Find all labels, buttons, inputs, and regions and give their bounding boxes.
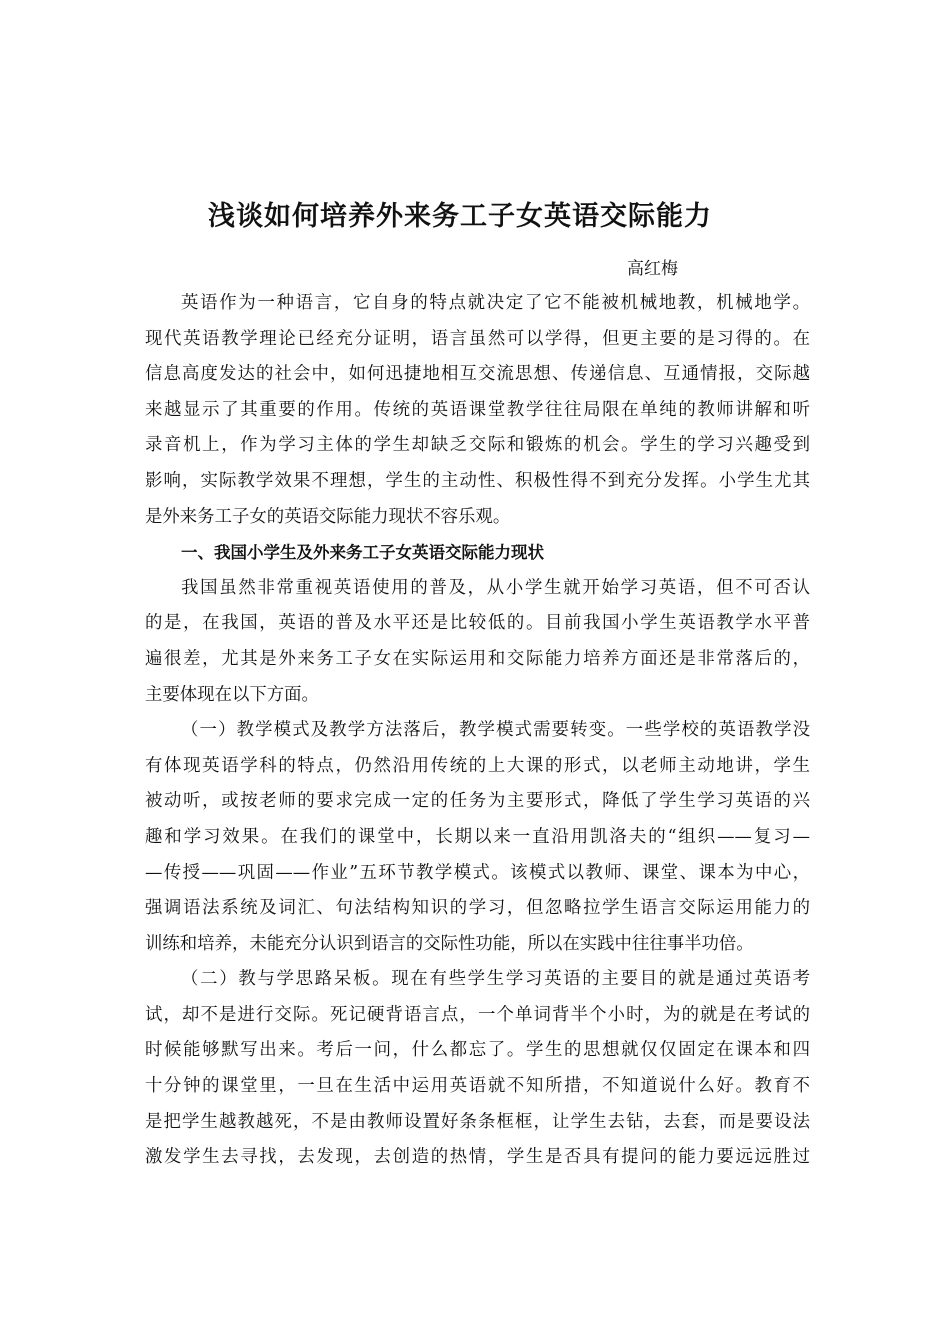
text-line: 现代英语教学理论已经充分证明，语言虽然可以学得，但更主要的是习得的。在 [145,328,810,349]
text-line: 时候能够默写出来。考后一问，什么都忘了。学生的思想就仅仅固定在课本和四 [145,1040,810,1061]
text-line: —传授——巩固——作业”五环节教学模式。该模式以教师、课堂、课本为中心， [145,862,810,883]
text-line: 强调语法系统及词汇、句法结构知识的学习，但忽略拉学生语言交际运用能力的 [145,898,810,919]
text-line: 是外来务工子女的英语交际能力现状不容乐观。 [145,506,511,527]
text-line: 录音机上，作为学习主体的学生却缺乏交际和锻炼的机会。学生的学习兴趣受到 [145,435,810,456]
section-heading: 一、我国小学生及外来务工子女英语交际能力现状 [181,543,544,563]
text-line: 英语作为一种语言，它自身的特点就决定了它不能被机械地教，机械地学。 [181,293,810,313]
text-line: 我国虽然非常重视英语使用的普及，从小学生就开始学习英语，但不可否认 [181,577,810,598]
text-line: 影响，实际教学效果不理想，学生的主动性、积极性得不到充分发挥。小学生尤其 [145,470,810,491]
text-line: 趣和学习效果。在我们的课堂中，长期以来一直沿用凯洛夫的“组织——复习— [145,826,810,847]
text-line: 十分钟的课堂里，一旦在生活中运用英语就不知所措，不知道说什么好。教育不 [145,1076,810,1097]
text-line: 来越显示了其重要的作用。传统的英语课堂教学往往局限在单纯的教师讲解和听 [145,399,810,420]
text-line: （二）教与学思路呆板。现在有些学生学习英语的主要目的就是通过英语考 [181,969,810,990]
document-body [145,286,810,1176]
text-line: 的是，在我国，英语的普及水平还是比较低的。目前我国小学生英语教学水平普 [145,613,810,634]
text-line: 是把学生越教越死，不是由教师设置好条条框框，让学生去钻，去套，而是要设法 [145,1111,810,1132]
author-name: 高红梅 [627,259,678,279]
text-line: 被动听，或按老师的要求完成一定的任务为主要形式，降低了学生学习英语的兴 [145,791,810,812]
text-line: 试，却不是进行交际。死记硬背语言点，一个单词背半个小时，为的就是在考试的 [145,1004,810,1025]
text-line: 信息高度发达的社会中，如何迅捷地相互交流思想、传递信息、互通情报，交际越 [145,364,810,385]
text-line: （一）教学模式及教学方法落后，教学模式需要转变。一些学校的英语教学没 [181,720,810,741]
text-line: 主要体现在以下方面。 [145,684,319,705]
text-line: 有体现英语学科的特点，仍然沿用传统的上大课的形式，以老师主动地讲，学生 [145,755,810,776]
text-line: 训练和培养，未能充分认识到语言的交际性功能，所以在实践中往往事半功倍。 [145,933,754,954]
text-line: 遍很差，尤其是外来务工子女在实际运用和交际能力培养方面还是非常落后的， [145,648,810,669]
document-title: 浅谈如何培养外来务工子女英语交际能力 [208,201,712,232]
text-line: 激发学生去寻找，去发现，去创造的热情，学生是否具有提问的能力要远远胜过 [145,1147,810,1168]
